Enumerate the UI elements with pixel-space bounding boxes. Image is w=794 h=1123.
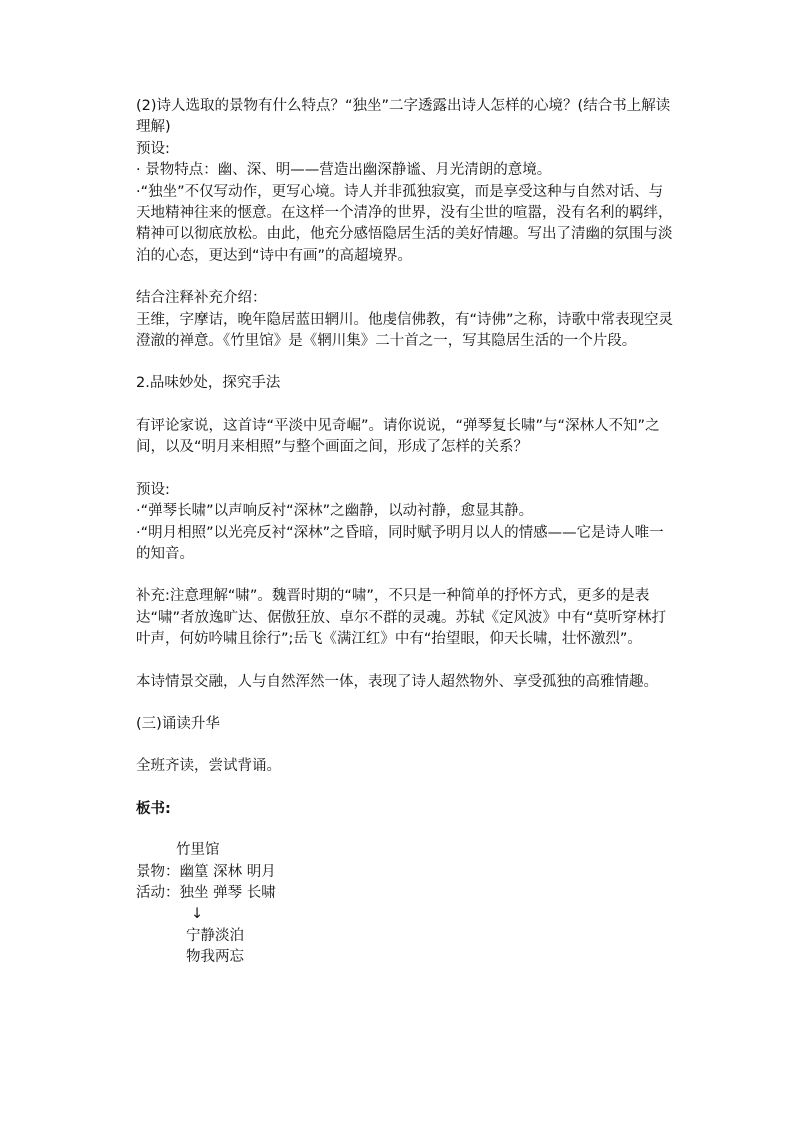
- playing-qin-point: ·“弹琴长啸”以声响反衬“深林”之幽静，以动衬静，愈显其静。: [136, 503, 534, 520]
- moonlight-point: ·“明月相照”以光亮反衬“深林”之昏暗，同时赋予明月以人的情感——它是诗人唯一的知音。: [136, 524, 664, 562]
- wang-wei-intro: 王维，字摩诘，晚年隐居蓝田辋川。他虔信佛教，有“诗佛”之称，诗歌中常表现空灵澄澈的禅意。《竹里馆》是《辋川集》二十首之一，写其隐居生活的一个片段。: [136, 311, 674, 350]
- board-activity: 活动：独坐 弹琴 长啸: [136, 884, 276, 901]
- xiao-supplement: 补充:注意理解“啸”。魏晋时期的“啸”，不只是一种简单的抒怀方式，更多的是表达“啸”者放逸旷达、倨傲狂放、卓尔不群的灵魂。苏轼《定风波》中有“莫听穿林打叶声，何妨吟啸且徐行”;岳飞《满江红》中有“抬望眼，仰天长啸，壮怀激烈”。: [136, 588, 667, 648]
- document-page: [136, 96, 676, 969]
- preset-label: 预设:: [136, 140, 170, 157]
- blackboard-outline: [136, 840, 676, 968]
- blackboard-label: 板书:: [136, 800, 171, 817]
- poem-summary: 本诗情景交融，人与自然浑然一体，表现了诗人超然物外、享受孤独的高雅情趣。: [136, 673, 658, 690]
- preset-label-2: 预设:: [136, 481, 170, 498]
- section-3-title: (三)诵读升华: [136, 715, 220, 732]
- sitting-alone-point: ·“独坐”不仅写动作，更写心境。诗人并非孤独寂寞，而是享受这种与自然对话、与天地精神往来的惬意。在这样一个清净的世界，没有尘世的喧嚣，没有名利的羁绊，精神可以彻底放松。由此，他充分感悟隐居生活的美好情趣。写出了清幽的氛围与淡泊的心态，更达到“诗中有画”的高超境界。: [136, 183, 673, 264]
- board-title: 竹里馆: [176, 842, 220, 859]
- section-2-question: 有评论家说，这首诗“平淡中见奇崛”。请你说说，“弹琴复长啸”与“深林人不知”之间，以及“明月来相照”与整个画面之间，形成了怎样的关系？: [136, 417, 660, 456]
- scenery-feature-point: · 景物特点：幽、深、明——营造出幽深静谧、月光清朗的意境。: [136, 162, 552, 179]
- question-2: (2)诗人选取的景物有什么特点？“独坐”二字透露出诗人怎样的心境？(结合书上解读理解): [136, 98, 671, 136]
- board-scenery: 景物：幽篁 深林 明月: [136, 863, 276, 880]
- section-3-text: 全班齐读，尝试背诵。: [136, 758, 281, 775]
- board-result-1: 宁静淡泊: [186, 927, 244, 944]
- down-arrow-icon: ↓: [191, 906, 204, 923]
- board-result-2: 物我两忘: [186, 949, 244, 966]
- annotation-label: 结合注释补充介绍：: [136, 290, 267, 307]
- section-2-title: 2.品味妙处，探究手法: [136, 375, 281, 392]
